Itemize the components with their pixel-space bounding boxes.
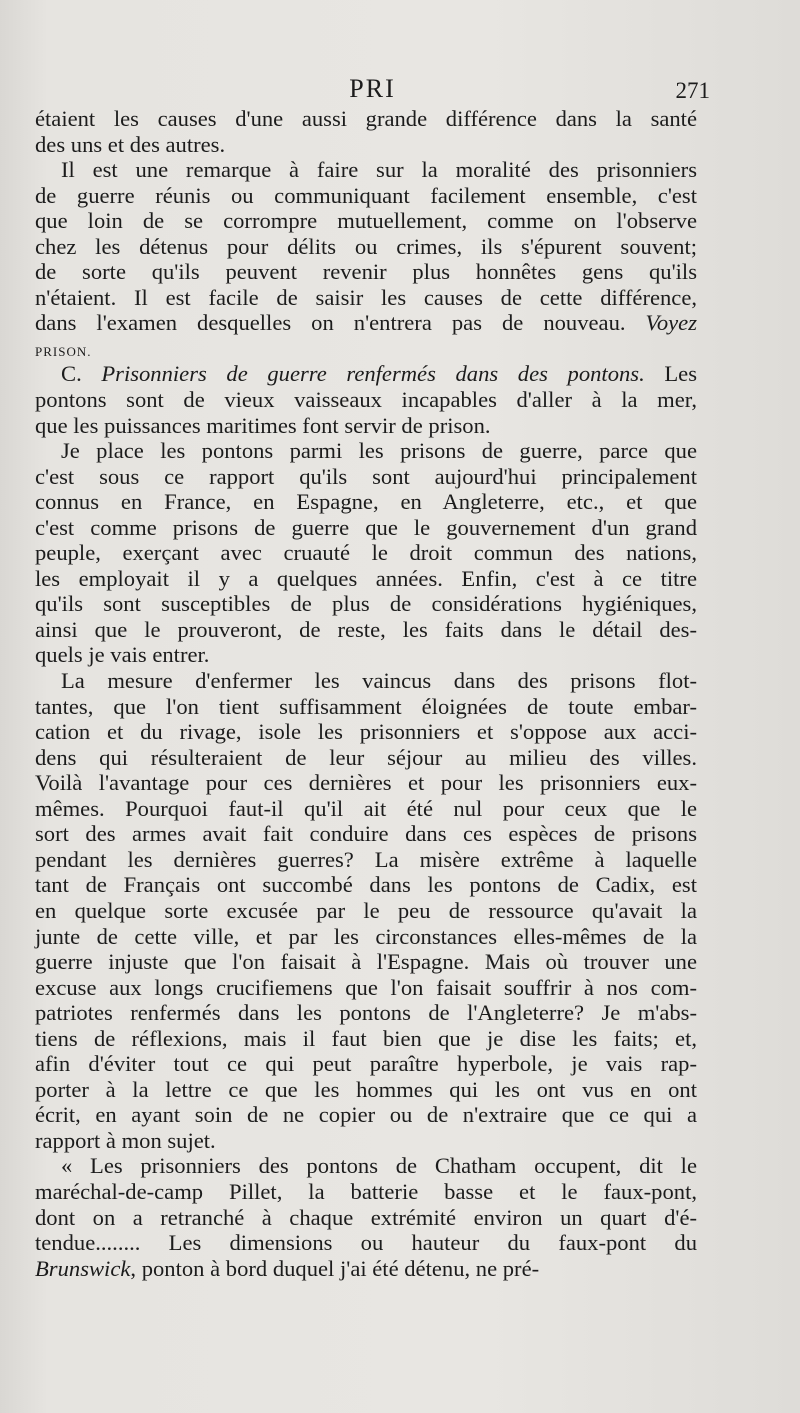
text-line: dens qui résulteraient de leur séjour au milieu des villes. (35, 744, 697, 770)
page-number: 271 (675, 78, 710, 103)
text-line: dont on a retranché à chaque extrémité environ un quart d'é- (35, 1204, 697, 1230)
text-line: tendue........ Les dimensions ou hauteur du faux-pont du (35, 1230, 697, 1256)
text-line: de sorte qu'ils peuvent revenir plus honnêtes gens qu'ils (35, 259, 697, 285)
text-line: tant de Français ont succombé dans les pontons de Cadix, est (35, 872, 697, 898)
text-line: patriotes renfermés dans les pontons de l'Angleterre? Je m'abs- (35, 1000, 697, 1026)
text-line: quels je vais entrer. (35, 642, 210, 668)
text-line: pendant les dernières guerres? La misère extrême à laquelle (35, 846, 697, 872)
text-line: c'est comme prisons de guerre que le gouvernement d'un grand (35, 514, 697, 540)
text-line: de guerre réunis ou communiquant facilement ensemble, c'est (35, 182, 697, 208)
running-head (35, 72, 710, 108)
text-line: chez les détenus pour délits ou crimes, ils s'épurent souvent; (35, 233, 697, 259)
text-line: que les puissances maritimes font servir de prison. (35, 412, 491, 438)
text-line: Voilà l'avantage pour ces dernières et pour les prisonniers eux- (35, 770, 697, 796)
text-line: des uns et des autres. (35, 131, 226, 157)
text-line: peuple, exerçant avec cruauté le droit commun des nations, (35, 540, 697, 566)
running-title: PRI (349, 74, 396, 103)
text-line: porter à la lettre ce que les hommes qui les ont vus en ont (35, 1076, 697, 1102)
text-line: « Les prisonniers des pontons de Chatham occupent, dit le (61, 1153, 697, 1179)
text-line: excuse aux longs crucifiemens que l'on faisait souffrir à nos com- (35, 974, 697, 1000)
text-line: tiens de réflexions, mais il faut bien que je dise les faits; et, (35, 1025, 697, 1051)
text-line: Il est une remarque à faire sur la moralité des prisonniers (61, 157, 697, 183)
text-line: Je place les pontons parmi les prisons de guerre, parce que (61, 438, 697, 464)
text-line: dans l'examen desquelles on n'entrera pas de nouveau. Voyez (35, 310, 697, 336)
text-line: tantes, que l'on tient suffisamment éloignées de toute embar- (35, 693, 697, 719)
text-line: connus en France, en Espagne, en Angleterre, etc., et que (35, 489, 697, 515)
text-line: PRISON. (35, 343, 92, 359)
text-line: que loin de se corrompre mutuellement, comme on l'observe (35, 208, 697, 234)
text-line: c'est sous ce rapport qu'ils sont aujourd'hui principalement (35, 463, 697, 489)
text-line: en quelque sorte excusée par le peu de ressource qu'avait la (35, 897, 697, 923)
text-line: afin d'éviter tout ce qui peut paraître hyperbole, je vais rap- (35, 1051, 697, 1077)
text-line: sort des armes avait fait conduire dans ces espèces de prisons (35, 821, 697, 847)
text-line: n'étaient. Il est facile de saisir les causes de cette différence, (35, 284, 697, 310)
text-line: junte de cette ville, et par les circonstances elles-mêmes de la (35, 923, 697, 949)
text-line: les employait il y a quelques années. Enfin, c'est à ce titre (35, 565, 697, 591)
text-line: cation et du rivage, isole les prisonniers et s'oppose aux acci- (35, 719, 697, 745)
text-line: mêmes. Pourquoi faut-il qu'il ait été nul pour ceux que le (35, 795, 697, 821)
text-line: étaient les causes d'une aussi grande différence dans la santé (35, 106, 697, 131)
text-line: qu'ils sont susceptibles de plus de considérations hygiéniques, (35, 591, 697, 617)
text-line: maréchal-de-camp Pillet, la batterie basse et le faux-pont, (35, 1178, 697, 1204)
text-line: pontons sont de vieux vaisseaux incapables d'aller à la mer, (35, 387, 697, 413)
text-line: écrit, en ayant soin de ne copier ou de n'extraire que ce qui a (35, 1102, 697, 1128)
text-line: ainsi que le prouveront, de reste, les faits dans le détail des- (35, 616, 697, 642)
text-line: La mesure d'enfermer les vaincus dans des prisons flot- (61, 668, 697, 694)
body-text (35, 106, 697, 1281)
text-line: C. Prisonniers de guerre renfermés dans des pontons. Les (61, 361, 697, 387)
text-line: guerre injuste que l'on faisait à l'Espagne. Mais où trouver une (35, 949, 697, 975)
text-line: Brunswick, ponton à bord duquel j'ai été détenu, ne pré- (35, 1255, 540, 1281)
text-line: rapport à mon sujet. (35, 1127, 216, 1153)
